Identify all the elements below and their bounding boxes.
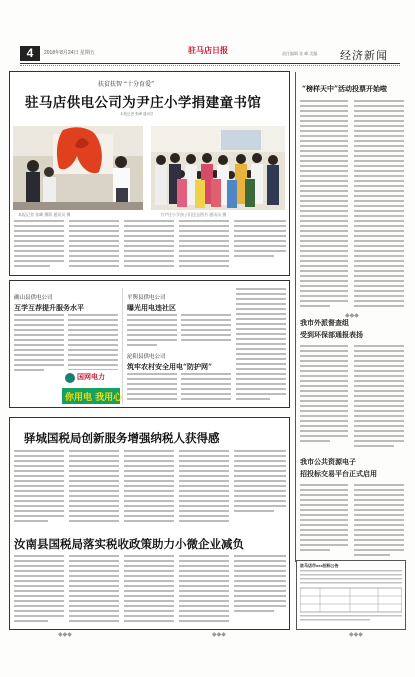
queshan-body [14, 314, 118, 372]
right-mid-title-line1: 我市外派督查组 [300, 318, 349, 327]
tax-article-1-title: 驿城国税局创新服务增强纳税人获得感 [24, 431, 220, 445]
biyang-body [127, 373, 231, 403]
page-number: 4 [20, 46, 40, 61]
right-mid-body [300, 345, 404, 449]
right-low-title-line1: 我市公共资源电子 [300, 457, 356, 466]
pingyu-title: 曝光用电违社区 [127, 303, 176, 312]
top-article-kicker: 扶贫扶智 “十分育爱” [98, 81, 155, 88]
right-top-title: “榜样天中”活动投票开始啦 [302, 84, 388, 93]
tax-article-2-body [14, 555, 286, 625]
right-low-title-line2: 招投标交易平台正式启用 [300, 469, 377, 478]
brand-slogan: 你用电 我用心 [65, 393, 123, 403]
header-rule [20, 63, 400, 64]
biyang-kicker: 泌阳县供电公司 [127, 354, 166, 360]
right-mid-title-line2: 受到环保部通报表扬 [300, 330, 363, 339]
brand-name: 国网电力 [77, 373, 105, 381]
top-article-body [14, 219, 286, 271]
section-title: 经济新闻 [340, 49, 388, 62]
right-top-body [300, 100, 404, 310]
issue-date: 2018年8月24日 星期五 [44, 50, 95, 56]
queshan-title: 互学互荐提升服务水平 [14, 303, 84, 312]
pingyu-body [127, 314, 231, 346]
column-divider [122, 288, 123, 404]
photo-caption-left: 本报记者 张峰 摄影 通讯员 摄 [18, 212, 71, 217]
photo-group-students [151, 126, 285, 210]
top-article-title: 驻马店供电公司为尹庄小学捐建童书馆 [25, 95, 262, 111]
header-dotted-rule [20, 65, 400, 66]
editor-credit: 责任编辑 张 峰 美编 [282, 51, 318, 56]
photo-caption-right: 为尹庄小学孩子们送去图书 通讯员 摄 [160, 212, 227, 217]
footer-ornament-left: ◆◆◆ [58, 631, 72, 638]
right-top-ornament: ◆◆◆ [345, 312, 359, 319]
top-article-byline: 本报记者 张峰 通讯员 [120, 112, 154, 116]
brand-logo-block [62, 370, 123, 404]
footer-ornament-mid: ◆◆◆ [212, 631, 226, 638]
tax-article-1-body [14, 450, 286, 524]
footer-ornament-right: ◆◆◆ [349, 631, 363, 638]
right-low-body [300, 484, 404, 558]
pingyu-kicker: 平舆县供电公司 [127, 295, 166, 301]
right-column-divider [295, 72, 296, 562]
queshan-kicker: 确山县供电公司 [14, 295, 53, 301]
notice-body [300, 570, 402, 626]
tax-article-2-title: 汝南县国税局落实税收政策助力小微企业减负 [14, 537, 244, 551]
paper-name: 驻马店日报 [188, 45, 228, 55]
photo-ribbon-ceremony [13, 126, 143, 210]
notice-title: 驻马店市xxx招标公告 [300, 563, 339, 568]
power-box-right-body [236, 288, 286, 404]
biyang-title: 筑牢农村安全用电“防护网” [127, 362, 213, 371]
